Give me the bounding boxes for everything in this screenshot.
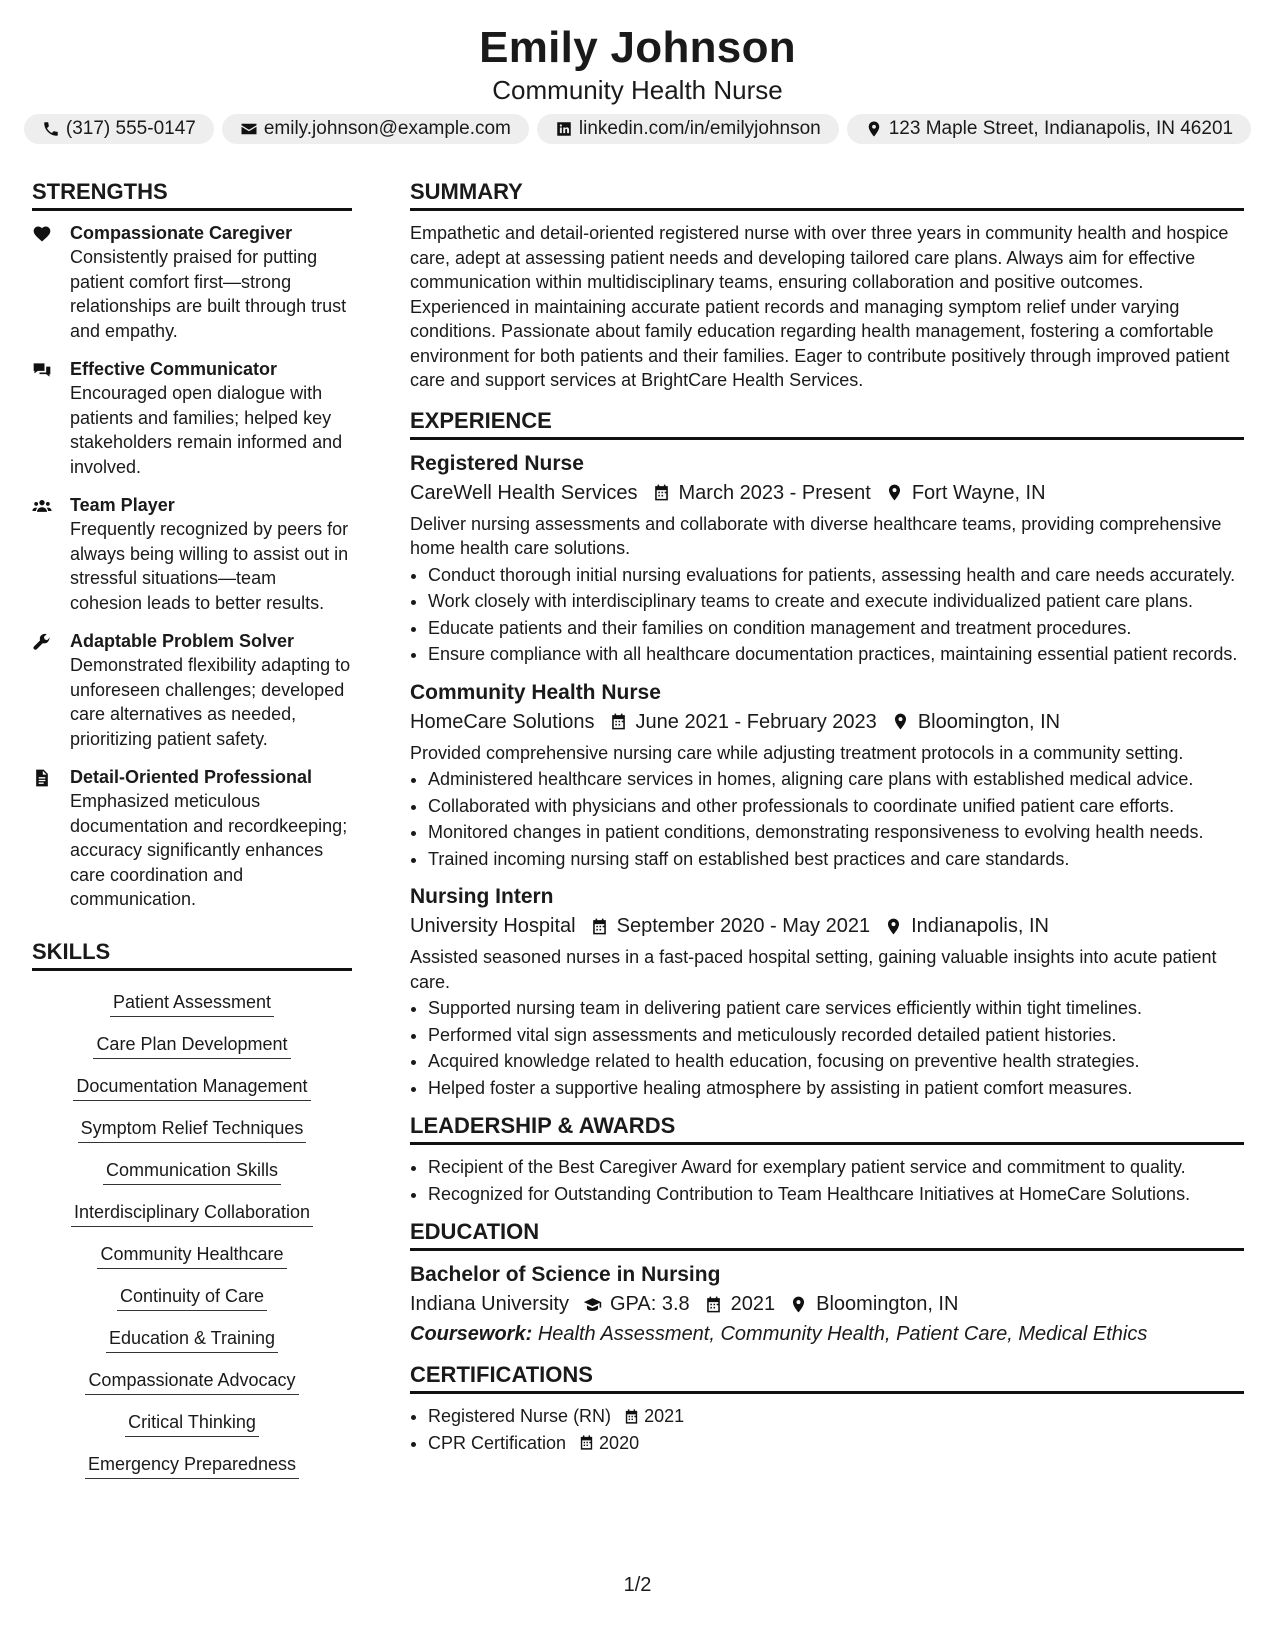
job-meta: [410, 707, 1244, 737]
contact-bar: [0, 114, 1275, 144]
email-text: emily.johnson@example.com: [263, 118, 511, 139]
list-item: • Administered healthcare services in homes, aligning care plans with established medical advice.: [428, 767, 1244, 792]
strength-title: Detail-Oriented Professional: [70, 767, 313, 787]
list-item: [428, 1431, 1244, 1456]
calendar-icon: [623, 1408, 640, 1425]
strength-desc: Encouraged open dialogue with patients and families; helped key stakeholders remain informed and involved.: [70, 383, 343, 477]
job-company: HomeCare Solutions: [410, 710, 595, 733]
strength-title: Compassionate Caregiver: [70, 223, 293, 243]
skill-tag: Education & Training: [106, 1326, 278, 1353]
map-pin-icon: [789, 1295, 808, 1314]
leadership-list: [410, 1155, 1244, 1206]
list-item: • Helped foster a supportive healing atmosphere by assisting in patient comfort measures.: [428, 1076, 1244, 1101]
calendar-icon: [578, 1434, 595, 1451]
map-pin-icon: [891, 712, 910, 731]
page-number: 1/2: [623, 1574, 652, 1596]
list-item: • Collaborated with physicians and other professionals to coordinate unified patient care efforts.: [428, 794, 1244, 819]
skill-tag: Continuity of Care: [117, 1284, 267, 1311]
job-bullets: [410, 563, 1244, 667]
certifications-list: [410, 1404, 1244, 1455]
school-name: Indiana University: [410, 1293, 569, 1315]
summary-text: Empathetic and detail-oriented registered nurse with over three years in community health and hospice care, adept at assessing patient needs and developing tailored care plans. Always aim for effective communication within multidisciplinary teams, ensuring collaboration and positive outcomes. Experienced in maintaining accurate patient records and managing symptom relief under varying conditions. Passionate about family education regarding health management, fostering a comfortable environment for both patients and their families. Eager to contribute positively through improved patient care and support services at BrightCare Health Services.: [410, 223, 1230, 390]
job-title: Nursing Intern: [410, 885, 554, 908]
certifications-heading: CERTIFICATIONS: [410, 1361, 1244, 1394]
wrench-icon: [32, 632, 52, 652]
users-icon: [32, 496, 52, 516]
list-item: • Performed vital sign assessments and meticulously recorded detailed patient histories.: [428, 1023, 1244, 1048]
contact-email[interactable]: [222, 114, 529, 144]
map-pin-icon: [884, 917, 903, 936]
skill-tag: Patient Assessment: [110, 990, 274, 1017]
job-desc: Deliver nursing assessments and collaborate with diverse healthcare teams, providing comprehensive home health care solutions.: [410, 513, 1222, 558]
list-item: • Recipient of the Best Caregiver Award for exemplary patient service and commitment to quality.: [428, 1155, 1244, 1180]
list-item: • Educate patients and their families on condition management and treatment procedures.: [428, 616, 1244, 641]
candidate-name: Emily Johnson: [479, 23, 796, 72]
skill-tag: Compassionate Advocacy: [85, 1368, 298, 1395]
skills-list: [32, 981, 352, 1485]
education-heading: EDUCATION: [410, 1218, 1244, 1251]
strength-item: [32, 629, 352, 751]
coursework-label: Coursework:: [410, 1323, 533, 1345]
skill-tag: Emergency Preparedness: [85, 1452, 299, 1479]
job-location: Fort Wayne, IN: [911, 481, 1046, 504]
job-dates: June 2021 - February 2023: [635, 710, 877, 733]
contact-address[interactable]: [847, 114, 1251, 144]
list-item: • Work closely with interdisciplinary teams to create and execute individualized patient care plans.: [428, 589, 1244, 614]
address-text: 123 Maple Street, Indianapolis, IN 46201: [888, 118, 1234, 139]
job-company: University Hospital: [410, 915, 576, 937]
strength-item: [32, 357, 352, 479]
job-title: Community Health Nurse: [410, 680, 661, 704]
leadership-heading: LEADERSHIP & AWARDS: [410, 1112, 1244, 1145]
contact-phone[interactable]: [24, 114, 214, 144]
job-entry: [410, 450, 1244, 667]
job-company: CareWell Health Services: [410, 481, 638, 504]
experience-heading: EXPERIENCE: [410, 407, 1244, 440]
skill-tag: Interdisciplinary Collaboration: [71, 1200, 313, 1227]
graduation-cap-icon: [583, 1295, 602, 1314]
list-item: • Conduct thorough initial nursing evaluations for patients, assessing health and care needs accurately.: [428, 563, 1244, 588]
education-meta: [410, 1289, 1244, 1319]
job-desc: Assisted seasoned nurses in a fast-paced hospital setting, gaining valuable insights into acute patient care.: [410, 947, 1217, 992]
cert-name: • Registered Nurse (RN): [428, 1406, 612, 1426]
coursework-list: Health Assessment, Community Health, Patient Care, Medical Ethics: [537, 1323, 1148, 1345]
document-icon: [32, 768, 52, 788]
list-item: • Acquired knowledge related to health education, focusing on preventive health strategies.: [428, 1049, 1244, 1074]
list-item: • Trained incoming nursing staff on established best practices and care standards.: [428, 847, 1244, 872]
strength-title: Team Player: [70, 495, 175, 515]
strength-title: Effective Communicator: [70, 359, 278, 379]
job-dates: March 2023 - Present: [678, 481, 871, 504]
comments-icon: [32, 360, 52, 380]
resume-header: [0, 0, 1275, 144]
strength-desc: Emphasized meticulous documentation and recordkeeping; accuracy significantly enhances care coordination and communication.: [70, 791, 348, 909]
heart-icon: [32, 224, 52, 244]
school-location: Bloomington, IN: [816, 1293, 959, 1315]
skill-tag: Critical Thinking: [125, 1410, 259, 1437]
linkedin-icon: [555, 120, 573, 138]
gpa-text: GPA: 3.8: [609, 1293, 690, 1315]
calendar-icon: [704, 1295, 723, 1314]
map-pin-icon: [865, 120, 883, 138]
job-meta: [410, 911, 1244, 941]
cert-name: • CPR Certification: [428, 1432, 567, 1453]
map-pin-icon: [885, 483, 904, 502]
skill-tag: Documentation Management: [73, 1074, 310, 1101]
job-location: Bloomington, IN: [917, 710, 1061, 733]
strength-desc: Frequently recognized by peers for always being willing to assist out in stressful situations—team cohesion leads to better results.: [70, 519, 349, 613]
envelope-icon: [240, 120, 258, 138]
strength-item: [32, 765, 352, 912]
skills-heading: SKILLS: [32, 938, 352, 971]
right-column: [410, 178, 1244, 1457]
job-dates: September 2020 - May 2021: [616, 915, 871, 937]
job-entry: [410, 883, 1244, 1100]
strengths-heading: STRENGTHS: [32, 178, 352, 211]
job-entry: [410, 679, 1244, 872]
candidate-title: Community Health Nurse: [492, 75, 783, 105]
strength-item: [32, 221, 352, 343]
graduation-year: 2021: [730, 1293, 776, 1315]
list-item: [428, 1404, 1244, 1429]
job-bullets: [410, 996, 1244, 1100]
job-title: Registered Nurse: [410, 451, 584, 475]
calendar-icon: [590, 917, 609, 936]
calendar-icon: [609, 712, 628, 731]
linkedin-text: linkedin.com/in/emilyjohnson: [578, 118, 821, 139]
job-meta: [410, 478, 1244, 508]
skill-tag: Community Healthcare: [97, 1242, 286, 1269]
strength-title: Adaptable Problem Solver: [70, 631, 295, 651]
strength-item: [32, 493, 352, 615]
strength-desc: Demonstrated flexibility adapting to unforeseen challenges; developed care alternatives as needed, prioritizing patient safety.: [70, 655, 351, 749]
summary-heading: SUMMARY: [410, 178, 1244, 211]
list-item: • Ensure compliance with all healthcare documentation practices, maintaining essential patient records.: [428, 642, 1244, 667]
cert-year: 2021: [644, 1406, 685, 1426]
list-item: • Supported nursing team in delivering patient care services efficiently within tight timelines.: [428, 996, 1244, 1021]
education-entry: [410, 1261, 1244, 1349]
coursework: [410, 1319, 1244, 1349]
calendar-icon: [652, 483, 671, 502]
left-column: [32, 178, 352, 1485]
phone-text: (317) 555-0147: [65, 118, 196, 139]
phone-icon: [42, 120, 60, 138]
degree-title: Bachelor of Science in Nursing: [410, 1263, 721, 1286]
list-item: • Recognized for Outstanding Contribution to Team Healthcare Initiatives at HomeCare Solutions.: [428, 1182, 1244, 1207]
cert-year: 2020: [599, 1432, 640, 1453]
skill-tag: Care Plan Development: [93, 1032, 290, 1059]
job-bullets: [410, 767, 1244, 871]
contact-linkedin[interactable]: [537, 114, 839, 144]
skill-tag: Communication Skills: [103, 1158, 281, 1185]
strength-desc: Consistently praised for putting patient comfort first—strong relationships are built through trust and empathy.: [70, 247, 347, 341]
job-desc: Provided comprehensive nursing care while adjusting treatment protocols in a community setting.: [410, 742, 1184, 763]
list-item: • Monitored changes in patient conditions, demonstrating responsiveness to evolving health needs.: [428, 820, 1244, 845]
skill-tag: Symptom Relief Techniques: [78, 1116, 307, 1143]
job-location: Indianapolis, IN: [911, 915, 1049, 937]
